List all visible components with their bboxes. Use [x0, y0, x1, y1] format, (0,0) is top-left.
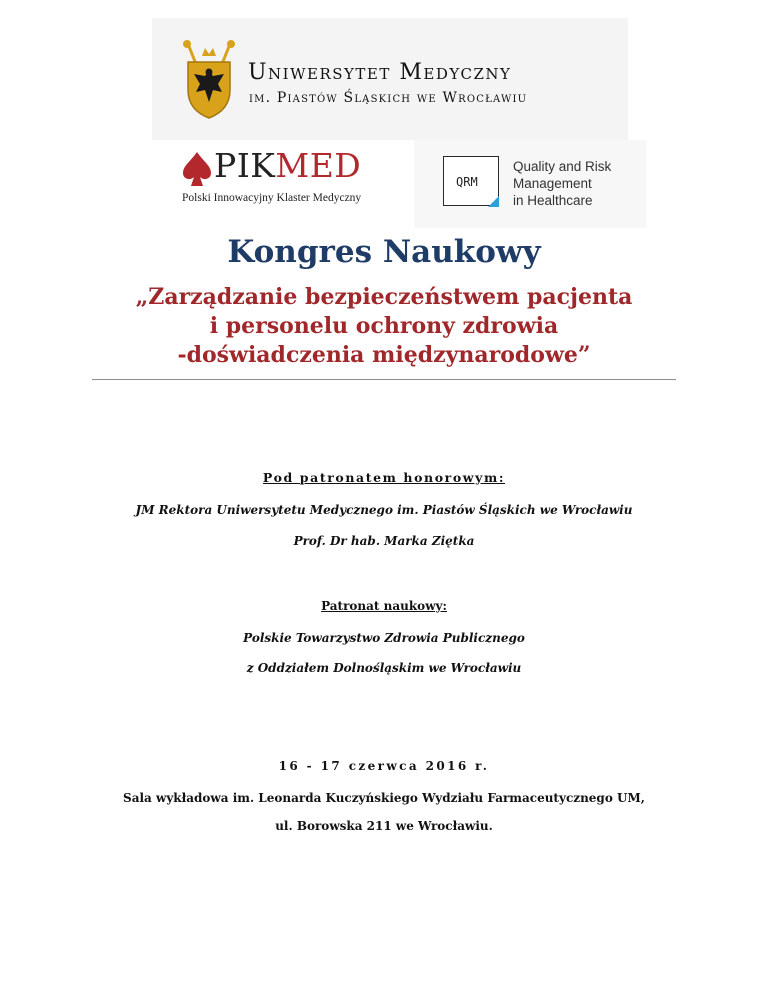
- scientific-line-1: Polskie Towarzystwo Zdrowia Publicznego: [243, 631, 525, 645]
- pikmed-name-part1: PIK: [214, 146, 276, 185]
- qrm-label: [513, 158, 611, 209]
- pikmed-spade-icon: [182, 150, 212, 188]
- university-crest-icon: [180, 40, 238, 120]
- qrm-corner-icon: [488, 196, 499, 207]
- pikmed-logo: [214, 146, 361, 186]
- page-title: Kongres Naukowy: [227, 234, 541, 270]
- pikmed-name-part2: MED: [275, 146, 362, 185]
- qrm-abbreviation: QRM: [456, 175, 478, 189]
- qrm-label-line: Quality and Risk: [513, 159, 612, 174]
- subtitle-line: -doświadczenia międzynarodowe”: [177, 342, 591, 368]
- congress-subtitle: [0, 283, 768, 370]
- honorary-heading: [0, 470, 768, 485]
- event-venue: Sala wykładowa im. Leonarda Kuczyńskiego Wydziału Farmaceutycznego UM,: [123, 791, 645, 805]
- honorary-line-2: Prof. Dr hab. Marka Ziętka: [293, 534, 475, 548]
- honorary-line-1: JM Rektora Uniwersytetu Medycznego im. Piastów Śląskich we Wrocławiu: [135, 503, 633, 517]
- event-date: 16 - 17 czerwca 2016 r.: [278, 759, 490, 773]
- pikmed-subtitle: Polski Innowacyjny Klaster Medyczny: [182, 192, 362, 204]
- event-address: ul. Borowska 211 we Wrocławiu.: [275, 819, 493, 833]
- honorary-heading-text: Pod patronatem honorowym:: [262, 470, 506, 485]
- qrm-label-line: Management: [513, 176, 592, 191]
- qrm-label-line: in Healthcare: [513, 193, 593, 208]
- scientific-heading-text: Patronat naukowy:: [321, 599, 447, 613]
- divider: [92, 379, 676, 380]
- university-location: im. Piastów Śląskich we Wrocławiu: [249, 90, 528, 106]
- university-name: Uniwersytet Medyczny: [248, 60, 512, 85]
- scientific-heading: [0, 599, 768, 613]
- scientific-line-2: z Oddziałem Dolnośląskim we Wrocławiu: [246, 661, 522, 675]
- subtitle-line: „Zarządzanie bezpieczeństwem pacjenta: [135, 284, 633, 310]
- subtitle-line: i personelu ochrony zdrowia: [209, 313, 559, 339]
